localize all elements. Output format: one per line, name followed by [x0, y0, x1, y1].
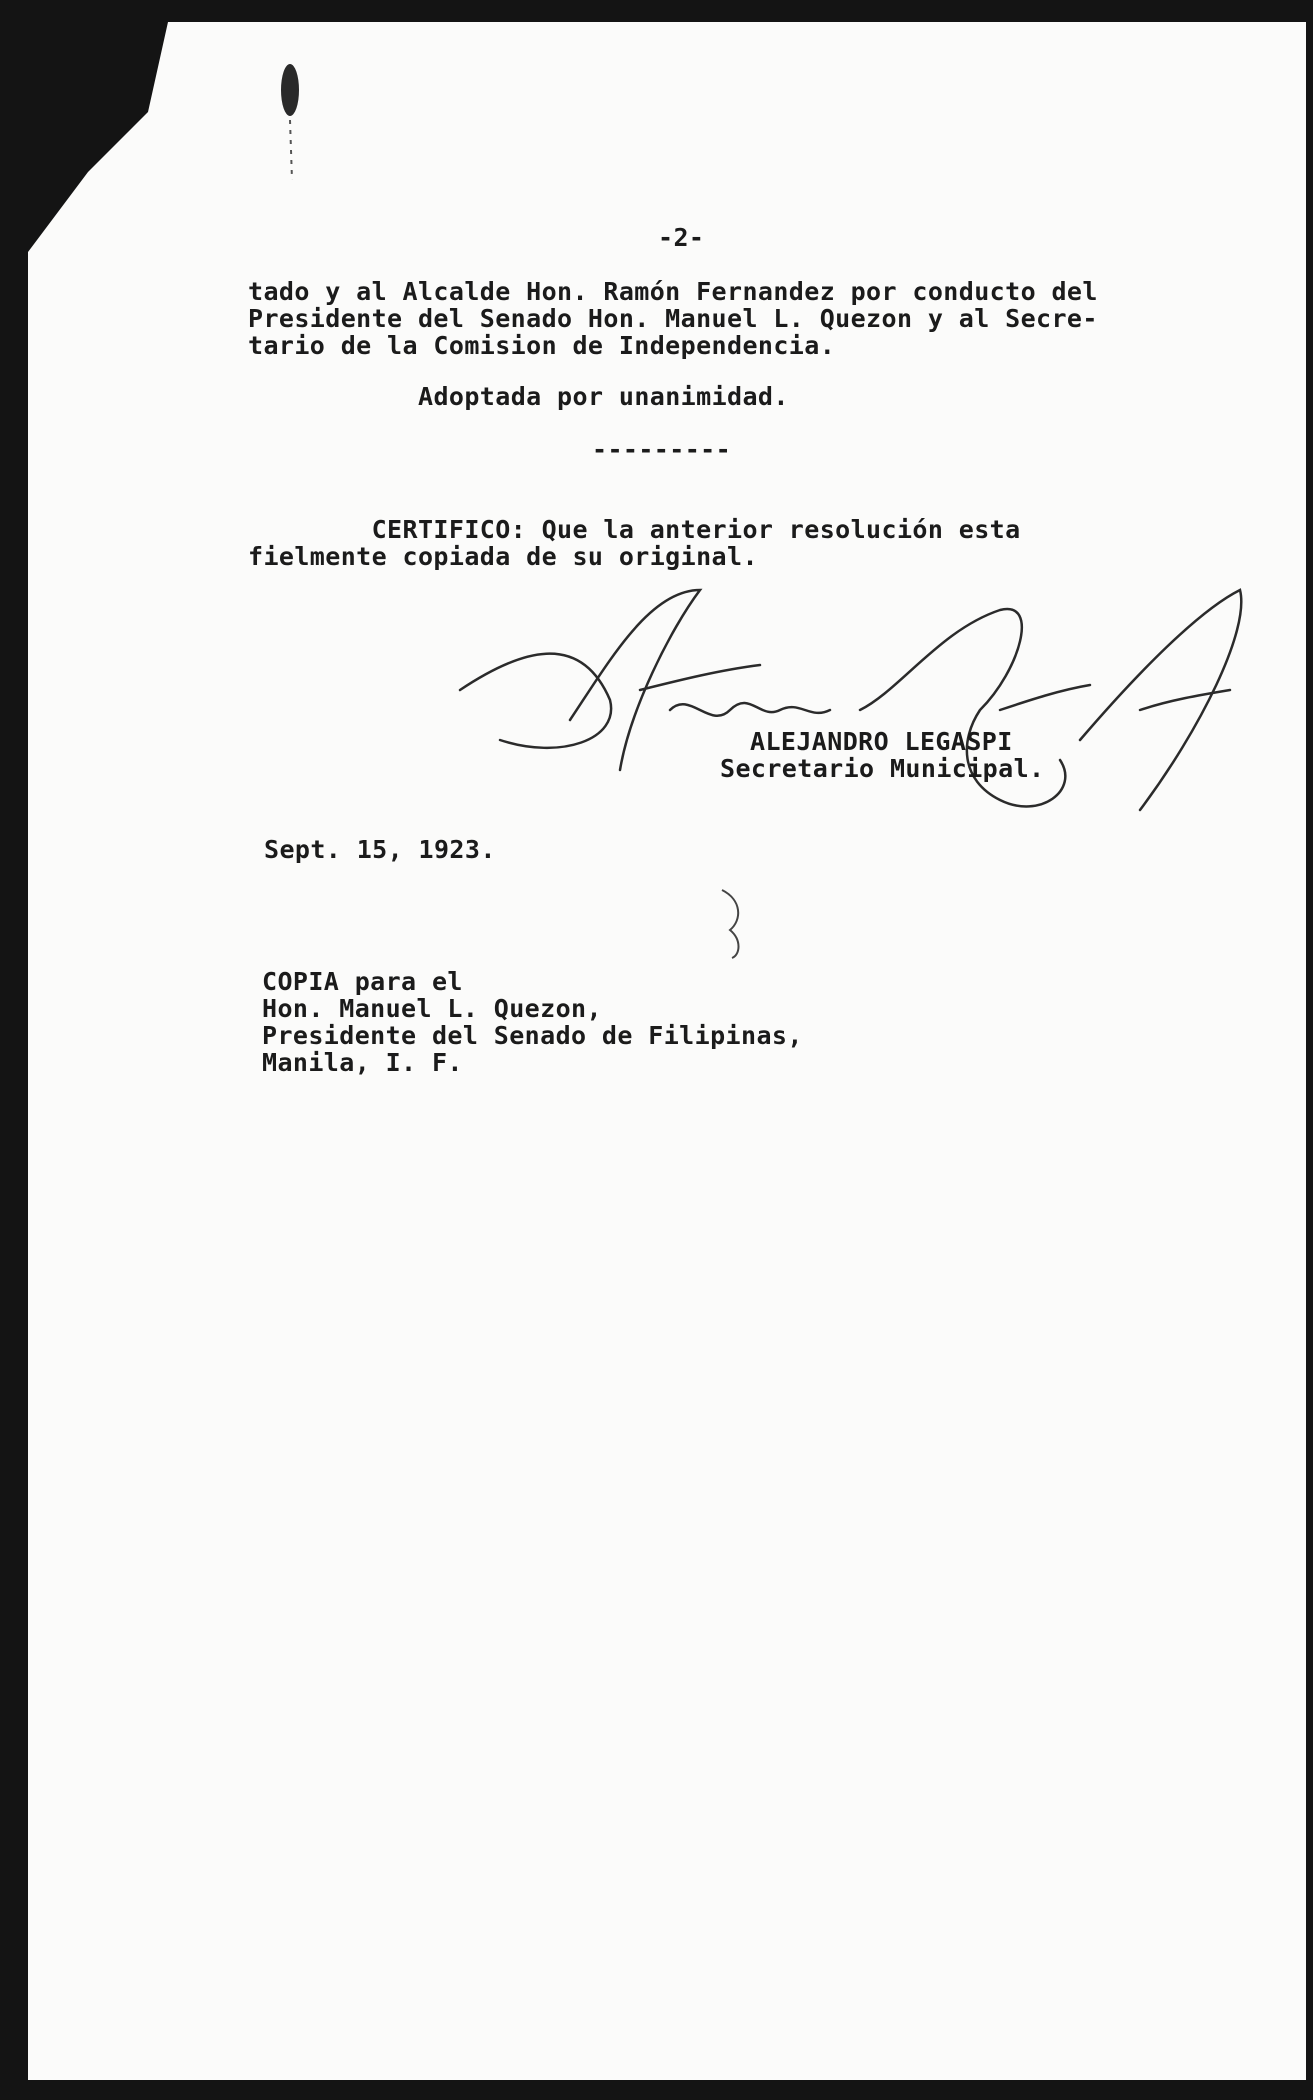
- copy-line: COPIA para el: [262, 967, 463, 996]
- certification-line: CERTIFICO: Que la anterior resolución esta: [248, 515, 1021, 544]
- handwritten-signature: [440, 570, 1260, 830]
- copy-line: Manila, I. F.: [262, 1048, 463, 1077]
- copy-recipient-block: [262, 968, 803, 1076]
- ink-blot-mark: [270, 50, 310, 200]
- certification-line: fielmente copiada de su original.: [248, 542, 758, 571]
- page-number: -2-: [658, 223, 705, 252]
- adopted-statement: Adoptada por unanimidad.: [418, 382, 789, 411]
- resolution-paragraph: [248, 278, 1098, 359]
- signer-block: [720, 728, 1044, 782]
- signer-title: Secretario Municipal.: [720, 754, 1045, 783]
- document-date: Sept. 15, 1923.: [264, 835, 496, 864]
- paragraph-line: tario de la Comision de Independencia.: [248, 331, 836, 360]
- copy-line: Presidente del Senado de Filipinas,: [262, 1021, 803, 1050]
- paragraph-line: tado y al Alcalde Hon. Ramón Fernandez por conducto del: [248, 277, 1098, 306]
- copy-line: Hon. Manuel L. Quezon,: [262, 994, 602, 1023]
- section-divider: ---------: [592, 435, 732, 464]
- signer-name: ALEJANDRO LEGASPI: [750, 727, 1013, 756]
- pencil-mark: [712, 880, 752, 960]
- paragraph-line: Presidente del Senado Hon. Manuel L. Quezon y al Secre-: [248, 304, 1098, 333]
- certification-paragraph: [248, 516, 1021, 570]
